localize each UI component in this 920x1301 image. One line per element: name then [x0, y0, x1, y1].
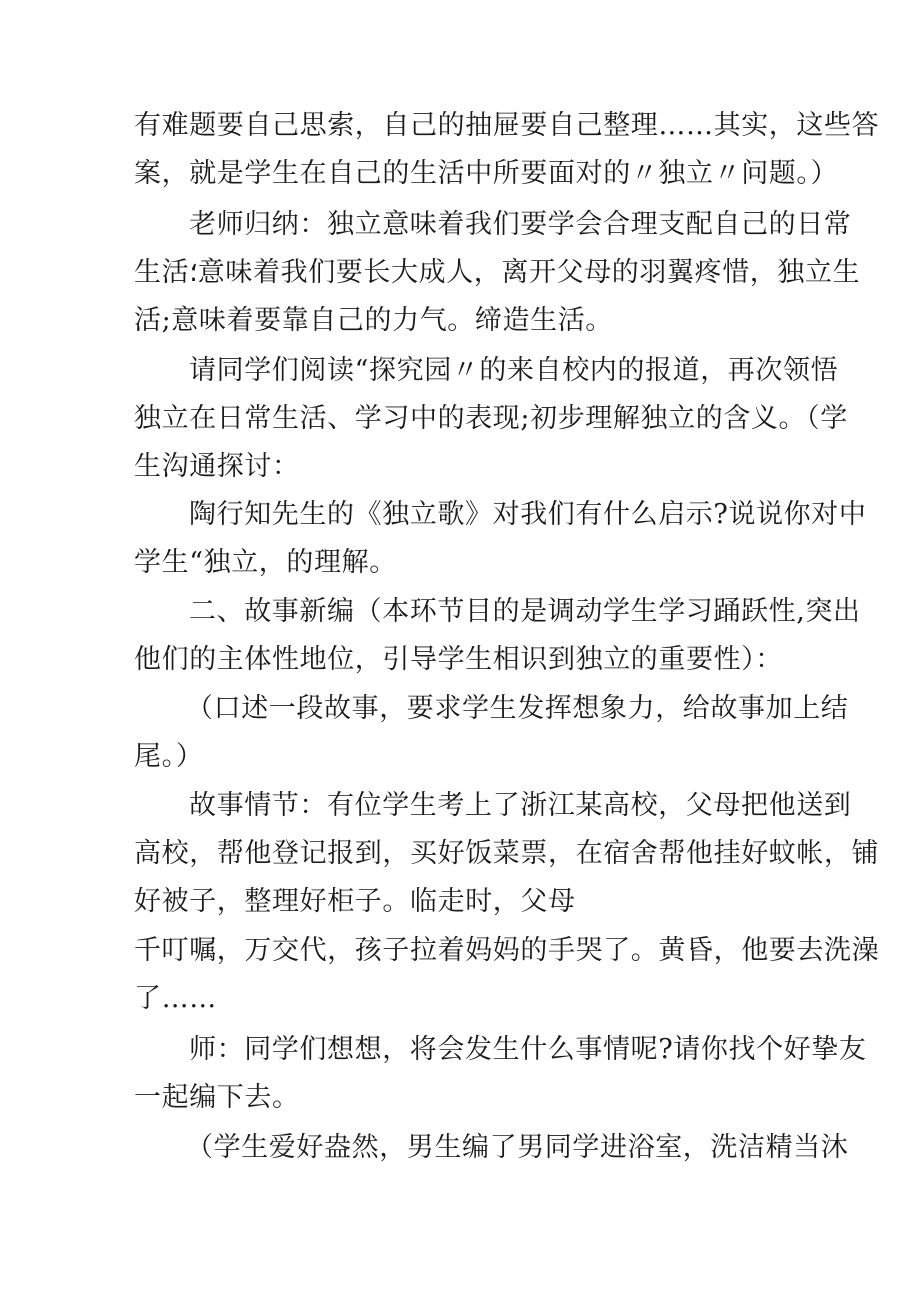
text-line: 学生“独立，的理解。 [134, 547, 397, 578]
text-line: 有难题要自己思索，自己的抽屉要自己整理……其实，这些答 [134, 110, 880, 141]
text-line: 案，就是学生在自己的生活中所要面对的〃独立〃问题。） [134, 158, 839, 189]
text-line: 千叮嘱，万交代，孩子拉着妈妈的手哭了。黄昏，他要去洗澡 [134, 935, 880, 966]
text-line: 二、故事新编（本环节目的是调动学生学习踊跃性,突出 [189, 596, 861, 627]
text-line: 师：同学们想想，将会发生什么事情呢?请你找个好挚友 [189, 1034, 867, 1065]
text-line: 高校，帮他登记报到，买好饭菜票，在宿舍帮他挂好蚊帐，铺 [134, 838, 880, 869]
text-line: （口述一段故事，要求学生发挥想象力，给故事加上结 [186, 693, 849, 724]
text-line: 陶行知先生的《独立歌》对我们有什么启示?说说你对中 [189, 499, 867, 530]
text-line: 一起编下去。 [134, 1082, 300, 1113]
text-line: 尾。） [134, 741, 204, 772]
text-line: 生沟通探讨： [134, 451, 300, 482]
text-line: 了…… [134, 983, 217, 1014]
text-line: 请同学们阅读“探究园〃的来自校内的报道，再次领悟 [189, 355, 839, 386]
text-line: （学生爱好盎然，男生编了男同学进浴室，洗洁精当沐 [186, 1132, 849, 1163]
text-line: 老师归纳：独立意味着我们要学会合理支配自己的日常 [189, 209, 852, 240]
text-line: 生活؛意味着我们要长大成人，离开父母的羽翼疼惜，独立生 [134, 257, 861, 288]
text-line: 他们的主体性地位，引导学生相识到独立的重要性）： [134, 644, 783, 675]
text-line: 独立在日常生活、学习中的表现;初步理解独立的含义。（学 [134, 403, 848, 434]
text-line: 故事情节：有位学生考上了浙江某高校，父母把他送到 [189, 790, 852, 821]
text-line: 好被子，整理好柜子。临走时，父母 [134, 886, 576, 917]
text-line: 活;意味着要靠自己的力气。缔造生活。 [134, 305, 613, 336]
